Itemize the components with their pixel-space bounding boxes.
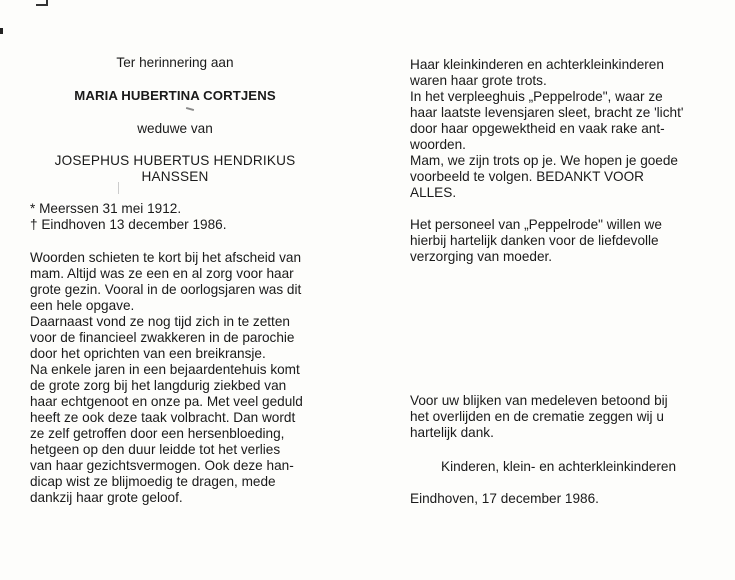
- body-line: door het oprichten van een breikransje.: [30, 346, 266, 361]
- body-line: hetgeen op den duur leidde tot het verlies: [30, 442, 281, 457]
- body-line: heeft ze ook deze taak volbracht. Dan wordt: [30, 410, 296, 425]
- body-line: haar laatste levensjaren sleet, bracht ze 'licht': [410, 105, 684, 120]
- body-line: dicap wist ze blijmoedig te dragen, mede: [30, 474, 276, 489]
- right-body-text-2: [410, 217, 706, 265]
- body-line: haar echtgenoot en onze pa. Met veel geduld: [30, 394, 303, 409]
- body-line: voor de financieel zwakkeren in de parochie: [30, 330, 295, 345]
- right-body-text-3: [410, 393, 706, 441]
- corner-mark: [36, 0, 48, 6]
- body-line: mam. Altijd was ze een en al zorg voor haar: [30, 266, 294, 281]
- body-line: hartelijk dank.: [410, 425, 494, 440]
- edge-mark: [0, 28, 3, 34]
- body-line: waren haar grote trots.: [410, 73, 547, 88]
- body-line: de grote zorg bij het langdurig ziekbed van: [30, 378, 287, 393]
- birth-line: * Meerssen 31 mei 1912.: [30, 201, 182, 216]
- body-line: Voor uw blijken van medeleven betoond bij: [410, 393, 668, 408]
- body-line: het overlijden en de crematie zeggen wij u: [410, 409, 664, 424]
- intro-text: Ter herinnering aan: [116, 55, 234, 70]
- body-line: van haar gezichtsvermogen. Ook deze han-: [30, 458, 294, 473]
- body-line: Mam, we zijn trots op je. We hopen je goede: [410, 153, 678, 168]
- body-line: hierbij hartelijk danken voor de liefdevolle: [410, 233, 659, 248]
- body-line: een hele opgave.: [30, 298, 135, 313]
- body-line: Woorden schieten te kort bij het afscheid van: [30, 250, 302, 265]
- body-line: Daarnaast vond ze nog tijd zich in te zetten: [30, 314, 290, 329]
- body-line: woorden.: [410, 137, 466, 152]
- body-line: dankzij haar grote geloof.: [30, 490, 183, 505]
- body-line: In het verpleeghuis „Peppelrode", waar ze: [410, 89, 663, 104]
- right-body-text-1: [410, 57, 706, 201]
- body-line: Het personeel van „Peppelrode" willen we: [410, 217, 662, 232]
- body-line: ze zelf getroffen door een hersenbloeding,: [30, 426, 285, 441]
- body-line: ALLES.: [410, 185, 457, 200]
- widow-of-text: weduwe van: [137, 121, 213, 136]
- spouse-name-line-2: HANSSEN: [141, 169, 209, 184]
- family-signature: Kinderen, klein- en achterkleinkinderen: [441, 459, 677, 474]
- death-line: † Eindhoven 13 december 1986.: [30, 217, 227, 232]
- body-line: Haar kleinkinderen en achterkleinkinderen: [410, 57, 664, 72]
- decorative-tick: [186, 107, 194, 111]
- spouse-name: [30, 153, 320, 185]
- body-line: voorbeeld te volgen. BEDANKT VOOR: [410, 169, 644, 184]
- body-line: grote gezin. Vooral in de oorlogsjaren was dit: [30, 282, 302, 297]
- body-line: door haar opgewektheid en vaak rake ant-: [410, 121, 665, 136]
- place-and-date: Eindhoven, 17 december 1986.: [410, 491, 599, 506]
- deceased-name: MARIA HUBERTINA CORTJENS: [74, 88, 276, 103]
- body-line: verzorging van moeder.: [410, 249, 553, 264]
- spouse-name-line-1: JOSEPHUS HUBERTUS HENDRIKUS: [54, 153, 296, 168]
- body-line: Na enkele jaren in een bejaardentehuis komt: [30, 362, 300, 377]
- faint-mark: [118, 182, 119, 194]
- left-body-text: [30, 250, 320, 506]
